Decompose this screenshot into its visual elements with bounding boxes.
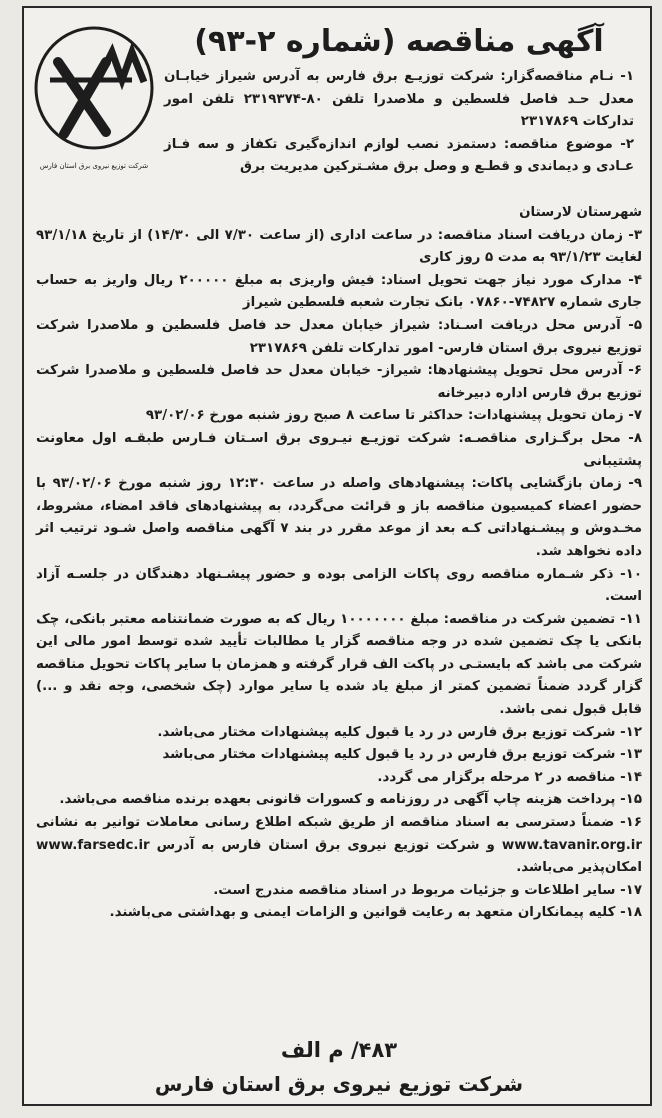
tender-notice (22, 6, 652, 1106)
notice-item-12: ۱۲- شرکت توزیع برق فارس در رد یا قبول کلیه پیشنهادات مختار می‌باشد. (157, 724, 642, 740)
notice-item-11: ۱۱- تضمین شرکت در مناقصه: مبلغ ۱۰۰۰۰۰۰۰ ریال که به صورت ضمانتنامه معتبر بانکی، چک بانکی یا چک تضمین شده در وجه مناقصه گزار یا مطالبات تأیید شده توسط امور مالی این شرکت می باشد که بایستـی در پاکت الف قرار گرفته و همزمان با سایر پاکات تحویل مناقصه گزار گردد ضمناً تضمین کمتر از مبلغ یاد شده یا سایر موارد (چک شخصی، وجه نقد و ...) قابل قبول نمی باشد. (36, 611, 642, 718)
notice-item-7: ۷- زمان تحویل پیشنهادات: حداکثر تا ساعت ۸ صبح روز شنبه مورخ ۹۳/۰۲/۰۶ (145, 408, 642, 424)
notice-title: آگهی مناقصه (شماره ۲-۹۳) (194, 24, 604, 59)
notice-item-6: ۶- آدرس محل تحویل پیشنهادها: شیراز- خیابان معدل حد فاصل فلسطین و ملاصدرا شرکت توزیع برق فارس اداره دبیرخانه (36, 363, 642, 401)
notice-item-13: ۱۳- شرکت توزیع برق فارس در رد یا قبول کلیه پیشنهادات مختار می‌باشد (162, 747, 642, 763)
notice-item-17: ۱۷- سایر اطلاعات و جزئیات مربوط در اسناد مناقصه مندرج است. (213, 882, 642, 898)
notice-code: ۴۸۳/ م الف (280, 1038, 398, 1062)
notice-main-paragraphs (36, 202, 642, 925)
issuer-company: شرکت توزیع نیروی برق استان فارس (154, 1072, 524, 1096)
notice-item-3: ۳- زمان دریافت اسناد مناقصه: در ساعت اداری (از ساعت ۷/۳۰ الی ۱۴/۳۰) از تاریخ ۹۳/۱/۱۸ لغایت ۹۳/۱/۲۳ به مدت ۵ روز کاری (36, 227, 642, 266)
notice-item-4: ۴- مدارک مورد نیاز جهت تحویل اسناد: فیش واریزی به مبلغ ۲۰۰۰۰۰ ریال واریز به حساب جاری شماره ۷۴۸۲۷-۰۷۸۶۰ بانک تجارت شعبه فلسطین شیراز (36, 272, 643, 311)
logo-emblem-icon (28, 22, 160, 162)
notice-item-2-continued: شهرستان لارستان (519, 205, 642, 220)
notice-item-5: ۵- آدرس محل دریافت اسـناد: شیراز خیابان معدل حد فاصل فلسطین و ملاصدرا شرکت توزیع نیروی برق استان فارس- امور تدارکات تلفن ۲۳۱۷۸۶۹ (36, 317, 642, 356)
notice-item-10: ۱۰- ذکر شـماره مناقصه روی پاکات الزامی بوده و حضور پیشـنهاد دهندگان در جلسـه آزاد است. (36, 566, 642, 605)
logo-caption: شرکت توزیع نیروی برق استان فارس (39, 162, 149, 170)
notice-item-14: ۱۴- مناقصه در ۲ مرحله برگزار می گردد. (377, 769, 642, 785)
notice-item-9: ۹- زمان بازگشایی پاکات: پیشنهادهای واصله در ساعت ۱۲:۳۰ روز شنبه مورخ ۹۳/۰۲/۰۶ با حضور اعضاء کمیسیون مناقصه باز و قرائت می‌گردد، به پیشنهادهای فاقد امضاء، مشروط، مخـدوش و پیشـنهاداتی کـه بعد از موعد مقرر در بند ۷ آگهی مناقصه واصل شـود ترتیب اثر داده نخواهد شد. (36, 476, 643, 559)
notice-item-8: ۸- محل برگـزاری مناقصـه: شرکت توزیـع نیـروی برق اسـتان فـارس طبقـه اول معاونت پشتیبانی (36, 430, 642, 469)
notice-item-15: ۱۵- پرداخت هزینه چاپ آگهی در روزنامه و کسورات قانونی بعهده برنده مناقصه می‌باشد. (59, 792, 642, 808)
notice-item-16: ۱۶- ضمناً دسترسی به اسناد مناقصه از طریق شبکه اطلاع رسانی معاملات توانیر به نشانی www.tavanir.org.ir و شرکت توزیع نیروی برق استان فارس به آدرس www.farsedc.ir امکان‌پذیر می‌باشد. (36, 815, 642, 876)
notice-item-18: ۱۸- کلیه پیمانکاران متعهد به رعایت قوانین و الزامات ایمنی و بهداشتی می‌باشند. (109, 905, 642, 921)
notice-item-1: ۱- نـام مناقصه‌گزار: شرکت توزیـع برق فارس به آدرس شیراز خیابـان معدل حـد فاصل فلسطین و ملاصدرا تلفن ۸۰-۲۳۱۹۳۷۴ تلفن امور تدارکات ۲۳۱۷۸۶۹ (164, 69, 634, 130)
company-logo (28, 22, 160, 182)
notice-item-2: ۲- موضوع مناقصه: دستمزد نصب لوازم اندازه‌گیری تکفاز و سه فـاز عـادی و دیماندی و قطـع و وصل برق مشـترکین مدیریت برق (164, 136, 634, 175)
notice-top-paragraphs (164, 66, 634, 179)
